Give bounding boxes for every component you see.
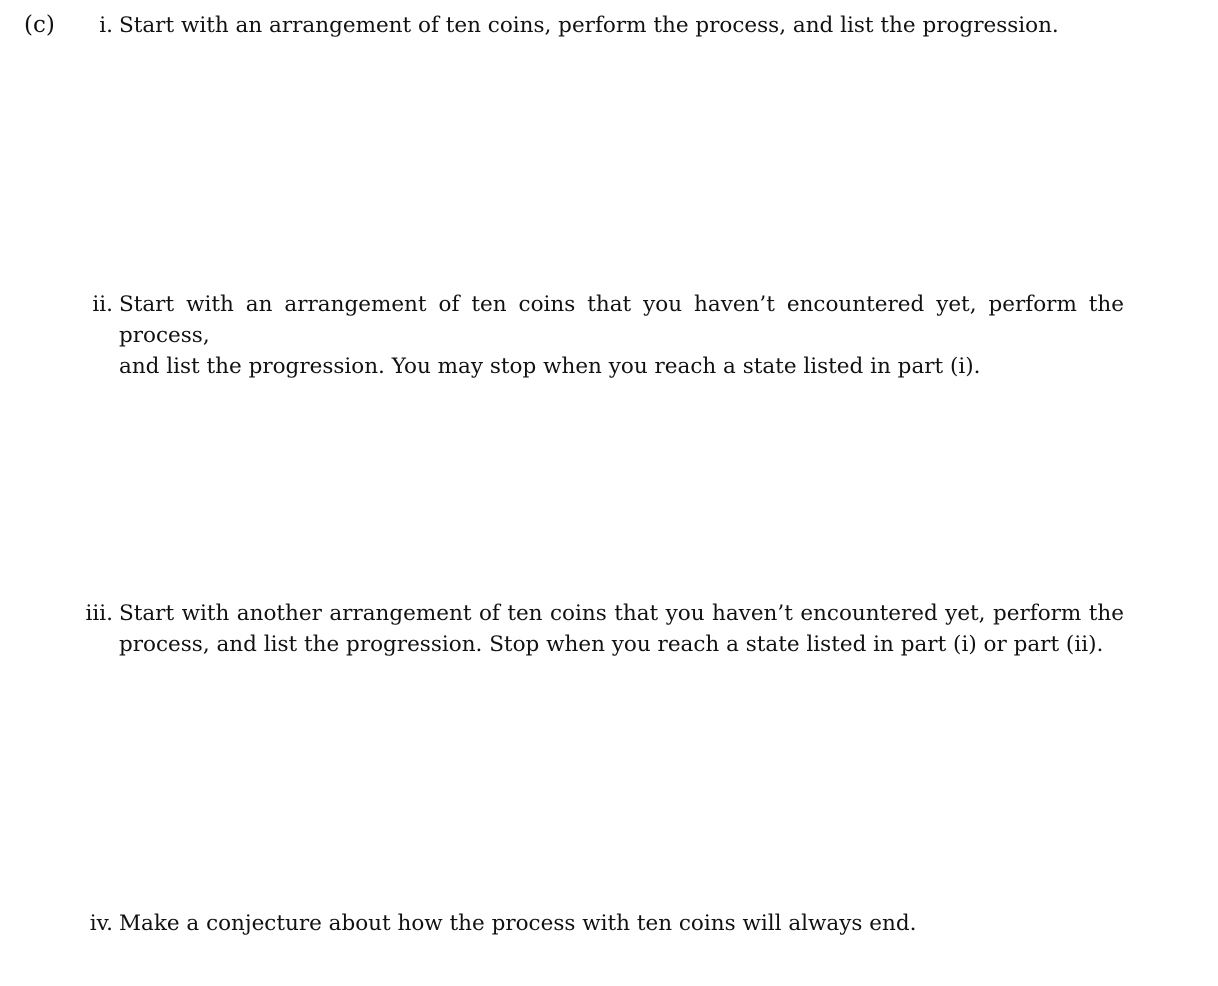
item-number: iv. [89, 911, 113, 936]
question-text-line-2: and list the progression. You may stop when you reach a state listed in part (i). [119, 354, 981, 379]
question-text-line-1: Start with an arrangement of ten coins that you haven’t encountered yet, perform the process, [119, 292, 1124, 348]
part-label: (c) [24, 12, 55, 38]
question-text: Start with an arrangement of ten coins, perform the process, and list the progression. [119, 13, 1059, 38]
item-number: iii. [85, 601, 113, 626]
question-item-ii [92, 289, 1124, 382]
item-number: ii. [92, 292, 113, 317]
question-text: Make a conjecture about how the process with ten coins will always end. [119, 911, 917, 936]
item-number: i. [99, 13, 113, 38]
question-item-iii [85, 598, 1124, 660]
question-text-line-2: process, and list the progression. Stop when you reach a state listed in part (i) or part (ii). [119, 632, 1104, 657]
question-item-i [99, 10, 1124, 41]
question-text-line-1: Start with another arrangement of ten coins that you haven’t encountered yet, perform the [119, 601, 1124, 626]
question-item-iv [89, 908, 1124, 939]
